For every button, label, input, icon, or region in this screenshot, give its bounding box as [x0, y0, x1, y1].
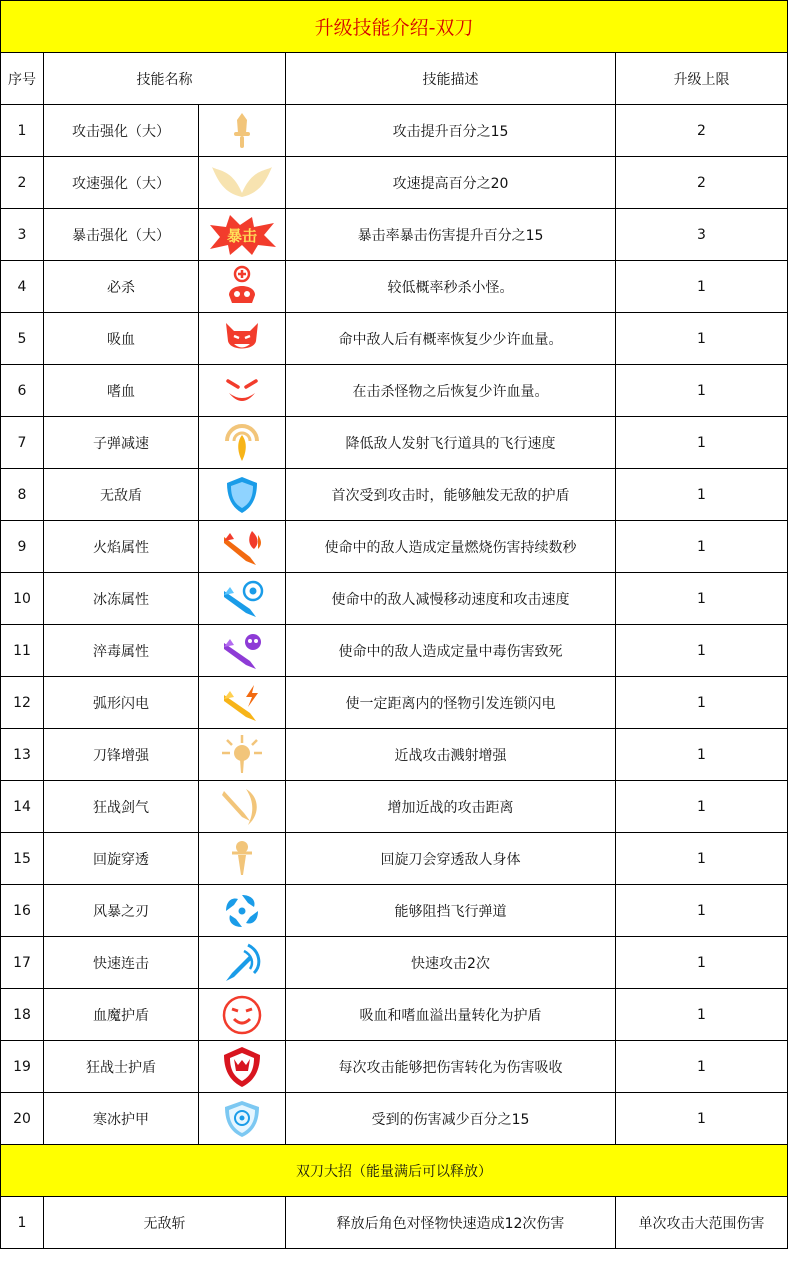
skill-icon-cell — [199, 261, 286, 313]
skill-limit: 1 — [616, 573, 788, 625]
skill-index: 3 — [1, 209, 44, 261]
skill-index: 8 — [1, 469, 44, 521]
skill-icon-cell — [199, 313, 286, 365]
table-row — [1, 521, 788, 573]
skill-desc: 命中敌人后有概率恢复少少许血量。 — [286, 313, 616, 365]
skill-name: 风暴之刃 — [44, 885, 199, 937]
skill-limit: 1 — [616, 313, 788, 365]
table-row — [1, 833, 788, 885]
ultimate-desc: 释放后角色对怪物快速造成12次伤害 — [286, 1197, 616, 1249]
table-row — [1, 885, 788, 937]
skill-limit: 1 — [616, 261, 788, 313]
skill-name: 暴击强化（大） — [44, 209, 199, 261]
skill-desc: 能够阻挡飞行弹道 — [286, 885, 616, 937]
berserker-shield-icon — [220, 1045, 264, 1089]
skill-limit: 1 — [616, 469, 788, 521]
skill-desc: 每次攻击能够把伤害转化为伤害吸收 — [286, 1041, 616, 1093]
skill-icon-cell — [199, 885, 286, 937]
header-row — [1, 53, 788, 105]
skill-limit: 1 — [616, 625, 788, 677]
skill-icon-cell — [199, 469, 286, 521]
skill-index: 1 — [1, 105, 44, 157]
skill-name: 淬毒属性 — [44, 625, 199, 677]
ice-blade-icon — [220, 579, 264, 619]
skill-icon-cell — [199, 573, 286, 625]
ultimate-row — [1, 1197, 788, 1249]
skill-index: 5 — [1, 313, 44, 365]
skill-icon-cell — [199, 989, 286, 1041]
skill-index: 15 — [1, 833, 44, 885]
skill-icon-cell — [199, 365, 286, 417]
table-row — [1, 937, 788, 989]
table-row — [1, 417, 788, 469]
table-row — [1, 209, 788, 261]
shield-icon — [224, 475, 260, 515]
skill-name: 火焰属性 — [44, 521, 199, 573]
skill-index: 9 — [1, 521, 44, 573]
skill-index: 2 — [1, 157, 44, 209]
skill-desc: 攻速提高百分之20 — [286, 157, 616, 209]
blood-demon-shield-icon — [220, 993, 264, 1037]
skill-index: 19 — [1, 1041, 44, 1093]
slow-bullet-icon — [222, 421, 262, 465]
header-index: 序号 — [1, 53, 44, 105]
ultimate-section-title: 双刀大招（能量满后可以释放） — [1, 1145, 788, 1197]
skill-index: 7 — [1, 417, 44, 469]
crit-burst-text: 暴击 — [226, 226, 258, 245]
ultimate-section-row — [1, 1145, 788, 1197]
storm-blades-icon — [222, 891, 262, 931]
skull-icon — [224, 265, 260, 309]
skill-limit: 1 — [616, 937, 788, 989]
skill-desc: 较低概率秒杀小怪。 — [286, 261, 616, 313]
skill-name: 狂战士护盾 — [44, 1041, 199, 1093]
table-row — [1, 989, 788, 1041]
skill-name: 攻速强化（大） — [44, 157, 199, 209]
table-row — [1, 157, 788, 209]
wings-icon — [210, 163, 274, 203]
skill-limit: 1 — [616, 833, 788, 885]
skill-icon-cell — [199, 521, 286, 573]
header-limit: 升级上限 — [616, 53, 788, 105]
skill-limit: 2 — [616, 105, 788, 157]
skill-name: 吸血 — [44, 313, 199, 365]
table-row — [1, 261, 788, 313]
ice-armor-icon — [222, 1099, 262, 1139]
skill-desc: 攻击提升百分之15 — [286, 105, 616, 157]
skill-index: 11 — [1, 625, 44, 677]
skill-desc: 受到的伤害减少百分之15 — [286, 1093, 616, 1145]
skill-limit: 1 — [616, 365, 788, 417]
skill-icon-cell — [199, 105, 286, 157]
table-row — [1, 1041, 788, 1093]
fire-blade-icon — [220, 527, 264, 567]
skill-limit: 1 — [616, 729, 788, 781]
skill-index: 18 — [1, 989, 44, 1041]
skill-name: 冰冻属性 — [44, 573, 199, 625]
skill-limit: 1 — [616, 885, 788, 937]
table-row — [1, 729, 788, 781]
skill-icon-cell — [199, 417, 286, 469]
skill-limit: 1 — [616, 677, 788, 729]
skill-desc: 增加近战的攻击距离 — [286, 781, 616, 833]
skill-limit: 2 — [616, 157, 788, 209]
skill-index: 4 — [1, 261, 44, 313]
skill-index: 10 — [1, 573, 44, 625]
skill-name: 血魔护盾 — [44, 989, 199, 1041]
skill-name: 狂战剑气 — [44, 781, 199, 833]
skill-icon-cell — [199, 833, 286, 885]
skill-icon-cell — [199, 1041, 286, 1093]
skill-icon-cell — [199, 625, 286, 677]
table-row — [1, 781, 788, 833]
skill-limit: 1 — [616, 1041, 788, 1093]
ultimate-name: 无敌斩 — [44, 1197, 286, 1249]
skill-desc: 降低敌人发射飞行道具的飞行速度 — [286, 417, 616, 469]
skill-limit: 1 — [616, 417, 788, 469]
table-row — [1, 365, 788, 417]
skill-index: 16 — [1, 885, 44, 937]
grin-icon — [222, 371, 262, 411]
skill-icon-cell — [199, 937, 286, 989]
blade-burst-icon — [216, 733, 268, 777]
skill-desc: 使命中的敌人造成定量中毒伤害致死 — [286, 625, 616, 677]
skill-name: 必杀 — [44, 261, 199, 313]
skill-icon-cell — [199, 209, 286, 261]
table-row — [1, 313, 788, 365]
skill-name: 快速连击 — [44, 937, 199, 989]
skill-name: 嗜血 — [44, 365, 199, 417]
skill-icon-cell — [199, 677, 286, 729]
skill-name: 寒冰护甲 — [44, 1093, 199, 1145]
quick-slash-icon — [220, 941, 264, 985]
skill-limit: 3 — [616, 209, 788, 261]
skill-desc: 在击杀怪物之后恢复少许血量。 — [286, 365, 616, 417]
skill-desc: 使命中的敌人减慢移动速度和攻击速度 — [286, 573, 616, 625]
skill-name: 无敌盾 — [44, 469, 199, 521]
demon-face-icon — [222, 319, 262, 359]
skill-limit: 1 — [616, 781, 788, 833]
skill-icon-cell — [199, 781, 286, 833]
skill-desc: 快速攻击2次 — [286, 937, 616, 989]
table-row — [1, 469, 788, 521]
skill-index: 14 — [1, 781, 44, 833]
skill-desc: 吸血和嗜血溢出量转化为护盾 — [286, 989, 616, 1041]
table-row — [1, 625, 788, 677]
crit-burst-icon — [206, 213, 278, 257]
pierce-icon — [228, 837, 256, 881]
poison-blade-icon — [220, 631, 264, 671]
skill-desc: 使一定距离内的怪物引发连锁闪电 — [286, 677, 616, 729]
skill-limit: 1 — [616, 521, 788, 573]
skill-index: 6 — [1, 365, 44, 417]
skill-desc: 使命中的敌人造成定量燃烧伤害持续数秒 — [286, 521, 616, 573]
header-desc: 技能描述 — [286, 53, 616, 105]
skill-limit: 1 — [616, 1093, 788, 1145]
sword-icon — [230, 111, 254, 151]
skill-index: 12 — [1, 677, 44, 729]
skill-limit: 1 — [616, 989, 788, 1041]
skill-index: 17 — [1, 937, 44, 989]
skill-name: 刀锋增强 — [44, 729, 199, 781]
skill-name: 弧形闪电 — [44, 677, 199, 729]
table-row — [1, 1093, 788, 1145]
ultimate-limit: 单次攻击大范围伤害 — [616, 1197, 788, 1249]
skill-icon-cell — [199, 157, 286, 209]
skill-index: 20 — [1, 1093, 44, 1145]
skill-desc: 暴击率暴击伤害提升百分之15 — [286, 209, 616, 261]
skill-name: 子弹减速 — [44, 417, 199, 469]
skill-icon-cell — [199, 1093, 286, 1145]
header-name: 技能名称 — [44, 53, 286, 105]
table-row — [1, 105, 788, 157]
skill-index: 13 — [1, 729, 44, 781]
table-row — [1, 573, 788, 625]
ultimate-index: 1 — [1, 1197, 44, 1249]
skill-desc: 近战攻击溅射增强 — [286, 729, 616, 781]
skill-name: 攻击强化（大） — [44, 105, 199, 157]
skill-icon-cell — [199, 729, 286, 781]
sword-wave-icon — [220, 785, 264, 829]
table-title: 升级技能介绍-双刀 — [1, 1, 788, 53]
skill-desc: 首次受到攻击时，能够触发无敌的护盾 — [286, 469, 616, 521]
lightning-blade-icon — [220, 683, 264, 723]
skill-name: 回旋穿透 — [44, 833, 199, 885]
skill-desc: 回旋刀会穿透敌人身体 — [286, 833, 616, 885]
table-row — [1, 677, 788, 729]
